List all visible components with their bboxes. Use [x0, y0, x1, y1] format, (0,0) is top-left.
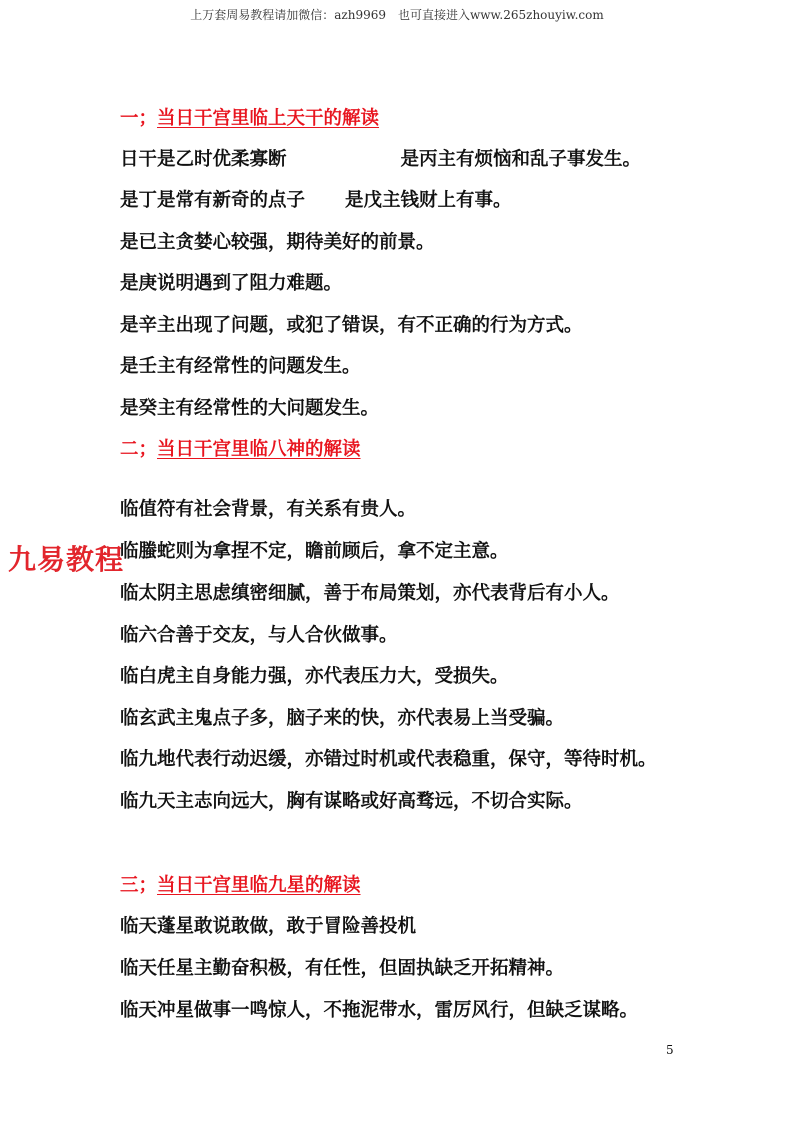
- section-heading-text: 当日干宫里临八神的解读: [157, 439, 361, 460]
- text-line: 临太阴主思虑缜密细腻，善于布局策划，亦代表背后有小人。: [120, 583, 620, 604]
- section-heading-prefix: 三；: [120, 875, 158, 896]
- text-line: 临天任星主勤奋积极，有任性，但固执缺乏开拓精神。: [120, 958, 565, 979]
- text-line: 临六合善于交友，与人合伙做事。: [120, 625, 398, 646]
- section-heading-prefix: 二；: [120, 439, 158, 460]
- text-line: 临值符有社会背景，有关系有贵人。: [120, 499, 417, 520]
- text-line: 是庚说明遇到了阻力难题。: [120, 273, 343, 294]
- text-line-left: 日干是乙时优柔寡断: [120, 149, 287, 170]
- section-heading-prefix: 一；: [120, 108, 158, 129]
- text-line-right: 是丙主有烦恼和乱子事发生。: [400, 149, 642, 170]
- text-line: 临玄武主鬼点子多，脑子来的快，亦代表易上当受骗。: [120, 708, 565, 729]
- text-line: 是已主贪婪心较强，期待美好的前景。: [120, 232, 435, 253]
- text-line: [120, 148, 641, 172]
- text-line: 是壬主有经常性的问题发生。: [120, 356, 361, 377]
- page-header: 上万套周易教程请加微信：azh9969 也可直接进入www.265zhouyiw.com: [190, 8, 604, 22]
- text-line-left: 是丁是常有新奇的点子: [120, 190, 306, 211]
- page-number: 5: [666, 1043, 674, 1057]
- section-heading-text: 当日干宫里临九星的解读: [157, 875, 361, 896]
- text-line: 临九地代表行动迟缓，亦错过时机或代表稳重，保守，等待时机。: [120, 749, 657, 770]
- text-line: 临九天主志向远大，胸有谋略或好高骛远，不切合实际。: [120, 791, 583, 812]
- text-line: 是癸主有经常性的大问题发生。: [120, 398, 380, 419]
- text-line: 临螣蛇则为拿捏不定，瞻前顾后，拿不定主意。: [120, 541, 509, 562]
- text-line: 临白虎主自身能力强，亦代表压力大，受损失。: [120, 666, 509, 687]
- text-line: 临天冲星做事一鸣惊人，不拖泥带水，雷厉风行，但缺乏谋略。: [120, 1000, 639, 1021]
- text-line: 临天蓬星敢说敢做，敢于冒险善投机: [120, 916, 417, 937]
- section-heading-2: [120, 438, 361, 462]
- text-line: [120, 189, 512, 213]
- section-heading-3: [120, 874, 361, 898]
- watermark: 九易教程: [8, 543, 125, 576]
- section-heading-1: [120, 107, 379, 131]
- text-line: 是辛主出现了问题，或犯了错误，有不正确的行为方式。: [120, 315, 583, 336]
- section-heading-text: 当日干宫里临上天干的解读: [157, 108, 380, 129]
- text-line-right: 是戊主钱财上有事。: [345, 190, 512, 211]
